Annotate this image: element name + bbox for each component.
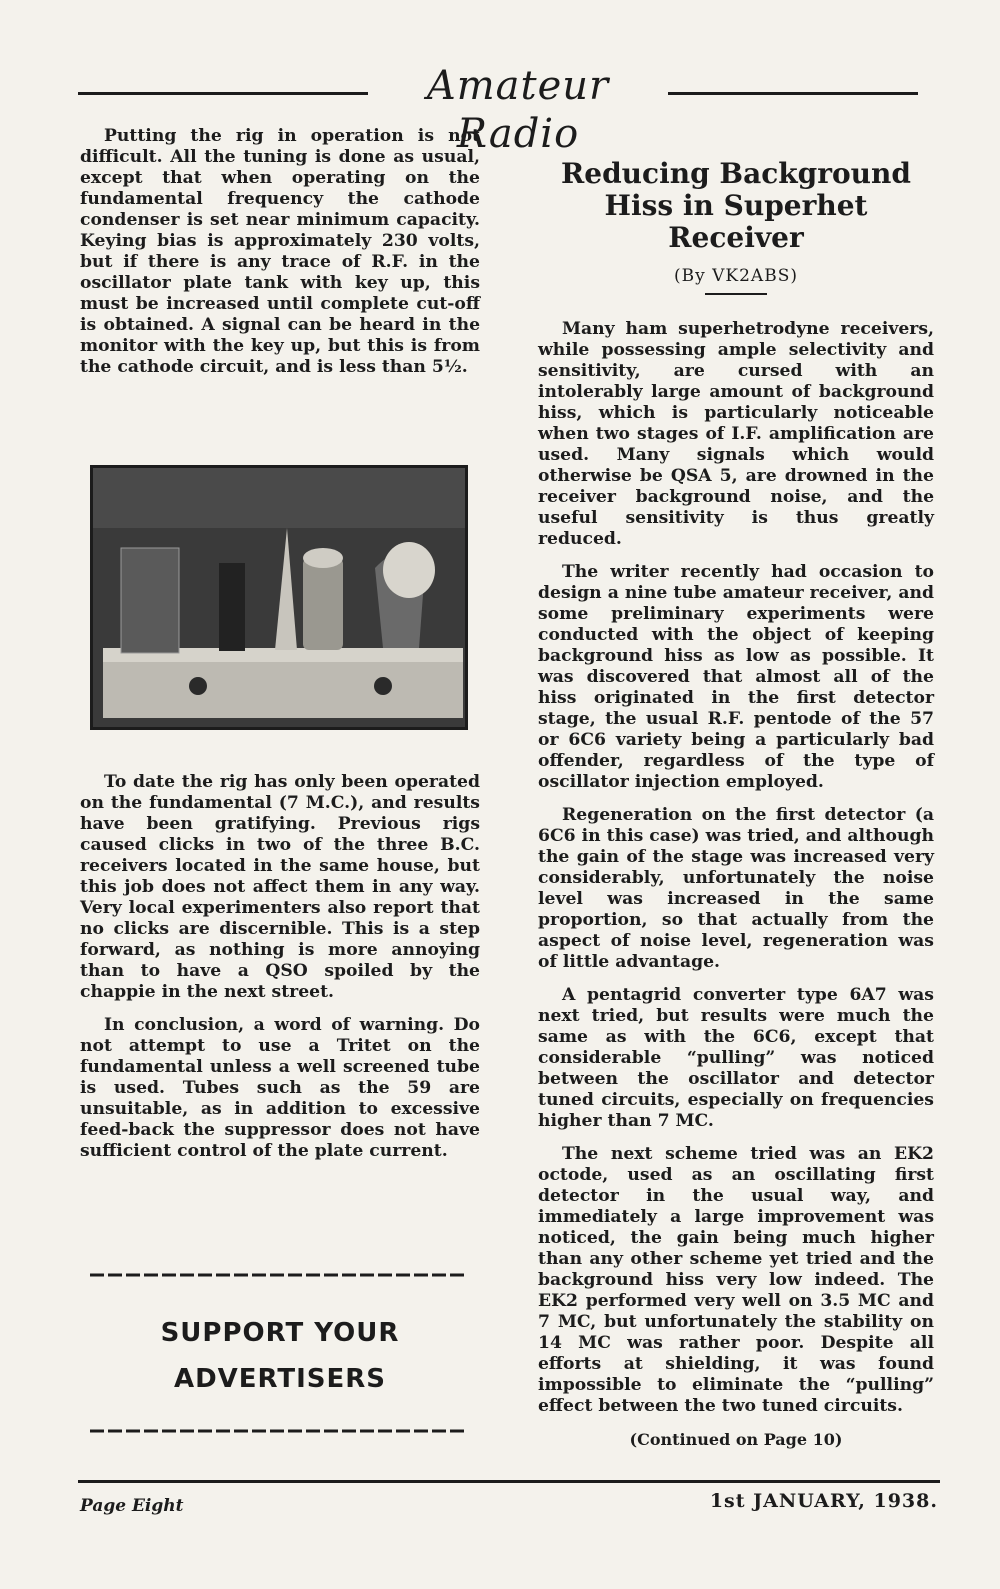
page-number: Page Eight xyxy=(80,1496,184,1516)
left-column-bottom xyxy=(80,772,480,1174)
left-column-top xyxy=(80,126,480,390)
article-paragraph-5: The next scheme tried was an EK2 octode, used as an oscillating first detector in the usual way, and immediately a large improvement was noticed, the gain being much higher than any other scheme yet tried and the background hiss very low indeed. The EK2 performed very well on 3.5 MC and 7 MC, but unfortunately the stability on 14 MC was rather poor. Despite all efforts at shielding, it was found impossible to eliminate the “pulling” effect between the two tuned circuits. xyxy=(538,1144,934,1416)
masthead-rule-right xyxy=(668,92,918,95)
advert-line-2: ADVERTISERS xyxy=(173,1364,387,1394)
masthead-rule-left xyxy=(78,92,368,95)
transmitter-photo-illustration xyxy=(93,468,465,727)
ornamental-rule-top xyxy=(90,1272,468,1278)
article-paragraph-3: Regeneration on the first detector (a 6C6 in this case) was tried, and although the gain of the stage was increased very considerably, unfortunately the noise level was increased in the same proportion, so that actually from the aspect of noise level, regeneration was of little advantage. xyxy=(538,805,934,972)
article-paragraph-2: The writer recently had occasion to design a nine tube amateur receiver, and some preliminary experiments were conducted with the object of keeping background hiss as low as possible. It was discovered that almost all of the hiss originated in the first detector stage, the usual R.F. pentode of the 57 or 6C6 variety being a particularly bad offender, regardless of the type of oscillator injection employed. xyxy=(538,562,934,792)
continued-note: (Continued on Page 10) xyxy=(629,1430,843,1449)
article-paragraph-4: A pentagrid converter type 6A7 was next tried, but results were much the same as with the 6C6, except that considerable “pulling” was noticed between the oscillator and detector tuned circuits, especially on frequencies higher than 7 MC. xyxy=(538,985,934,1131)
paragraph-operation: Putting the rig in operation is not difficult. All the tuning is done as usual, except that when operating on the fundamental frequency the cathode condenser is set near minimum capacity. Keying bias is approximately 230 volts, but if there is any trace of R.F. in the oscillator plate tank with key up, this must be increased until complete cut-off is obtained. A signal can be heard in the monitor with the key up, but this is from the cathode circuit, and is less than 5½. xyxy=(80,126,480,377)
advert-line-1: SUPPORT YOUR xyxy=(160,1318,400,1348)
article-byline: (By VK2ABS) xyxy=(674,266,798,286)
transmitter-photo xyxy=(90,465,468,730)
masthead xyxy=(78,62,918,157)
byline-rule xyxy=(705,293,767,295)
footer-rule xyxy=(78,1480,940,1483)
paragraph-results: To date the rig has only been operated on the fundamental (7 M.C.), and results have been gratifying. Previous rigs caused clicks in two of the three B.C. receivers located in the same house, but this job does not affect them in any way. Very local experimenters also report that no clicks are discernible. This is a step forward, as nothing is more annoying than to have a QSO spoiled by the chappie in the next street. xyxy=(80,772,480,1002)
paragraph-warning: In conclusion, a word of warning. Do not attempt to use a Tritet on the fundamental unless a well screened tube is used. Tubes such as the 59 are unsuitable, as in addition to excessive feed-back the suppressor does not have sufficient control of the plate current. xyxy=(80,1015,480,1161)
issue-date: 1st JANUARY, 1938. xyxy=(709,1490,938,1512)
article-paragraph-1: Many ham superhetrodyne receivers, while possessing ample selectivity and sensitivity, are cursed with an intolerably large amount of background hiss, which is particularly noticeable when two stages of I.F. amplification are used. Many signals which would otherwise be QSA 5, are drowned in the receiver background noise, and the useful sensitivity is thus greatly reduced. xyxy=(538,319,934,549)
article-column xyxy=(538,158,934,1450)
article-headline: Reducing Background Hiss in Superhet Receiver xyxy=(561,157,911,254)
ornamental-rule-bottom xyxy=(90,1428,468,1434)
magazine-title: Amateur Radio xyxy=(426,63,610,157)
